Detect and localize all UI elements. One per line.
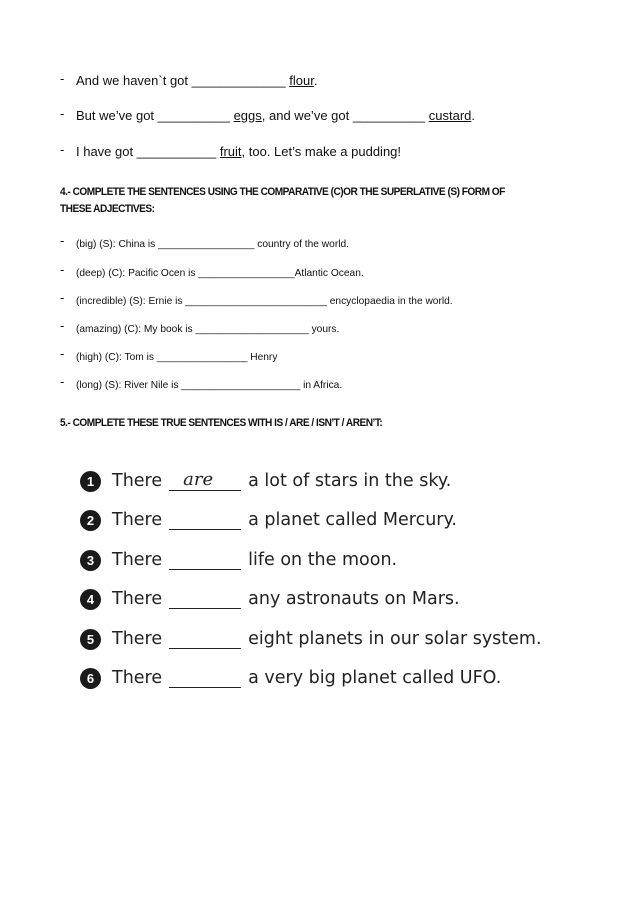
bullet-dash: - — [60, 262, 65, 277]
true-sentence-6 — [80, 666, 501, 690]
line-underlined-word: fruit — [219, 144, 242, 159]
bullet-dash: - — [60, 233, 65, 248]
section-4-heading-line-2: THESE ADJECTIVES: — [60, 203, 155, 215]
true-sentence-3 — [80, 548, 397, 572]
adjective-item-3 — [60, 290, 453, 307]
line-text-end: . — [471, 108, 476, 123]
bullet-dash: - — [60, 106, 65, 121]
handwritten-answer: are — [183, 468, 214, 490]
answer-blank[interactable] — [169, 590, 241, 609]
bullet-dash: - — [60, 318, 65, 333]
adjective-item-6 — [60, 374, 342, 391]
adjective-item-text: (big) (S): China is _________________ country of the world. — [76, 239, 349, 250]
line-underlined-word: flour — [289, 73, 314, 88]
true-sentence-1 — [80, 469, 451, 493]
answer-blank[interactable] — [169, 511, 241, 530]
bullet-dash: - — [60, 142, 65, 157]
sentence-end: a planet called Mercury. — [248, 510, 457, 530]
line-text-middle: , and we’ve got __________ — [261, 108, 429, 123]
sentence-start: There — [112, 668, 163, 688]
sentence-end: eight planets in our solar system. — [248, 629, 542, 649]
line-text-end: , too. Let’s make a pudding! — [241, 144, 402, 159]
line-underlined-word-2: custard — [428, 108, 472, 123]
bullet-dash: - — [60, 346, 65, 361]
pudding-line-2 — [60, 106, 475, 123]
answer-blank[interactable] — [169, 551, 241, 570]
number-circle-icon: 3 — [80, 550, 101, 571]
line-text-end: . — [313, 73, 318, 88]
adjective-item-text: (incredible) (S): Ernie is _________________________ encyclopaedia in the world. — [76, 296, 453, 307]
number-circle-icon: 6 — [80, 668, 101, 689]
section-5-heading-text: 5.- COMPLETE THESE TRUE SENTENCES WITH IS / ARE / ISN’T / AREN’T: — [60, 417, 383, 429]
answer-blank[interactable] — [169, 669, 241, 688]
section-5-heading — [60, 415, 382, 432]
adjective-item-2 — [60, 262, 364, 279]
sentence-start: There — [112, 471, 163, 491]
pudding-line-3 — [60, 142, 401, 159]
sentence-end: any astronauts on Mars. — [248, 589, 460, 609]
bullet-dash: - — [60, 374, 65, 389]
line-text: I have got ___________ — [76, 144, 220, 159]
section-4-heading — [60, 184, 505, 218]
bullet-dash: - — [60, 71, 65, 86]
pudding-line-1 — [60, 71, 317, 88]
adjective-item-5 — [60, 346, 277, 363]
adjective-item-text: (deep) (C): Pacific Ocen is _________________Atlantic Ocean. — [76, 268, 364, 279]
true-sentence-4 — [80, 587, 460, 611]
number-circle-icon: 1 — [80, 471, 101, 492]
adjective-item-text: (high) (C): Tom is ________________ Henry — [76, 352, 278, 363]
line-text: But we’ve got __________ — [76, 108, 234, 123]
line-underlined-word: eggs — [233, 108, 262, 123]
sentence-start: There — [112, 589, 163, 609]
adjective-item-4 — [60, 318, 339, 335]
adjective-item-text: (amazing) (C): My book is ____________________ yours. — [76, 324, 340, 335]
sentence-end: a lot of stars in the sky. — [248, 471, 452, 491]
sentence-end: life on the moon. — [248, 550, 398, 570]
sentence-start: There — [112, 550, 163, 570]
true-sentence-2 — [80, 508, 457, 532]
section-4-heading-line-1: 4.- COMPLETE THE SENTENCES USING THE COMPARATIVE (C)OR THE SUPERLATIVE (S) FORM OF — [60, 186, 505, 198]
number-circle-icon: 2 — [80, 510, 101, 531]
answer-blank[interactable] — [169, 468, 241, 491]
number-circle-icon: 4 — [80, 589, 101, 610]
answer-blank[interactable] — [169, 630, 241, 649]
sentence-start: There — [112, 510, 163, 530]
sentence-end: a very big planet called UFO. — [248, 668, 502, 688]
bullet-dash: - — [60, 290, 65, 305]
adjective-item-1 — [60, 233, 349, 250]
adjective-item-text: (long) (S): River Nile is _____________________ in Africa. — [76, 380, 343, 391]
number-circle-icon: 5 — [80, 629, 101, 650]
line-text: And we haven`t got _____________ — [76, 73, 290, 88]
true-sentence-5 — [80, 627, 542, 651]
sentence-start: There — [112, 629, 163, 649]
